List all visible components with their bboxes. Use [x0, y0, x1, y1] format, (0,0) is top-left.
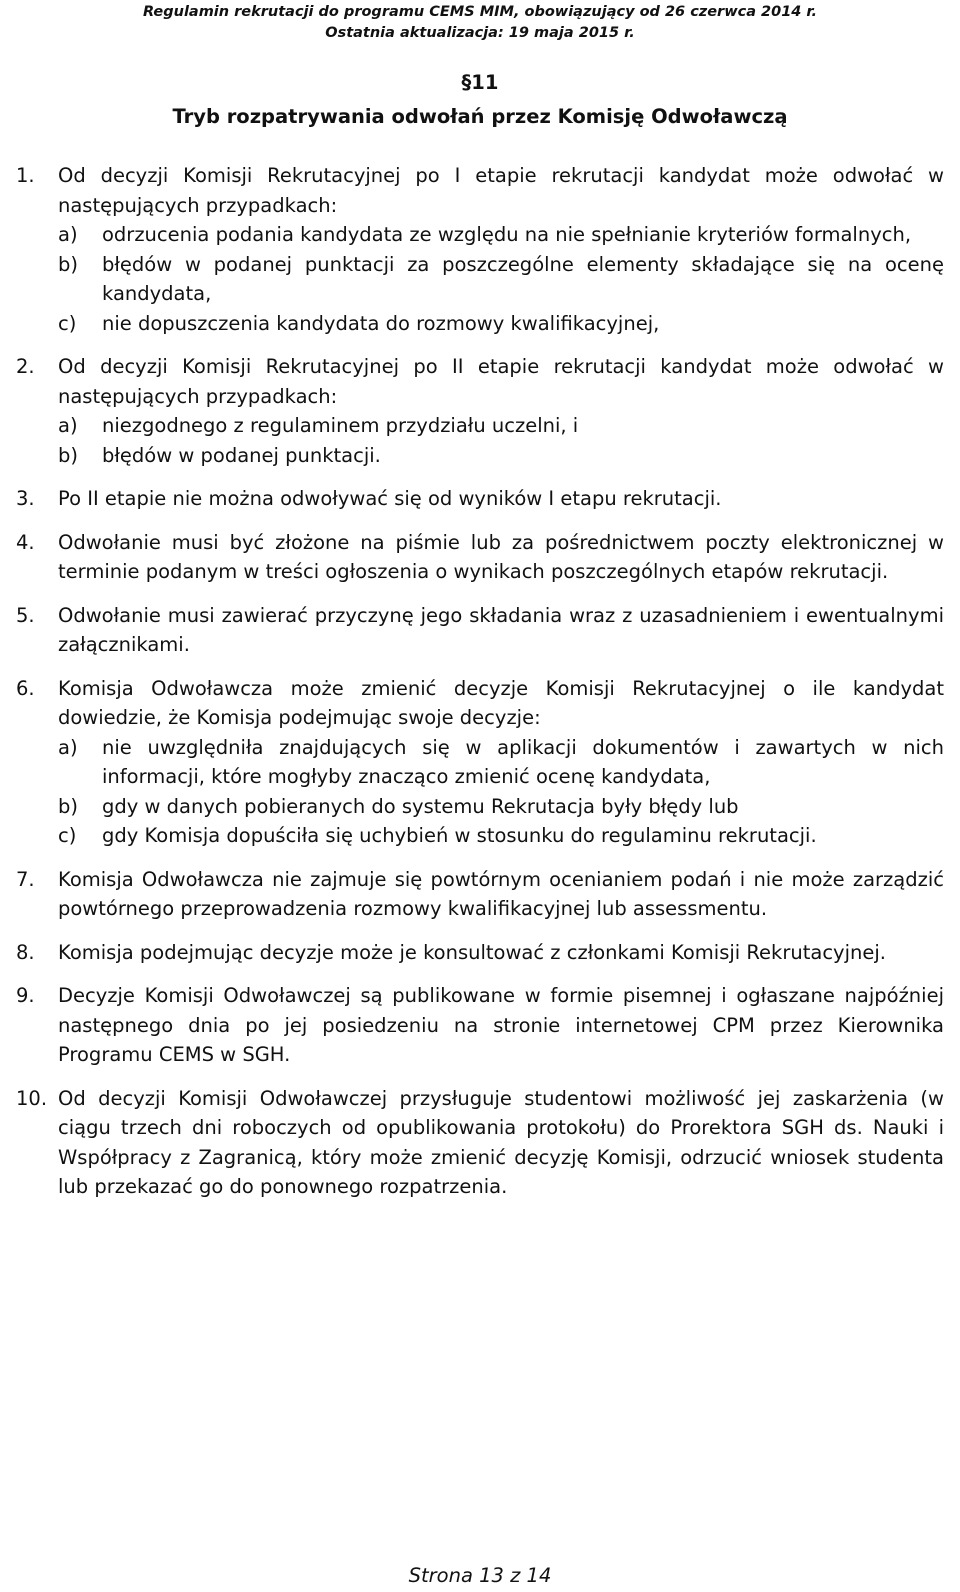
- sub-point-text: gdy Komisja dopuściła się uchybień w stosunku do regulaminu rekrutacji.: [102, 824, 817, 847]
- sub-point: [58, 220, 944, 250]
- paragraph-number: 3.: [16, 487, 35, 510]
- page-header: [0, 2, 960, 44]
- paragraph-number: 7.: [16, 867, 35, 891]
- section-number: §11: [461, 71, 499, 94]
- sub-point: [58, 411, 944, 441]
- paragraph-text: Decyzje Komisji Odwoławczej są publikowane w formie pisemnej i ogłaszane najpóźniej następnego dnia po jej posiedzeniu na stronie internetowej CPM przez Kierownika Programu CEMS w SGH.: [58, 984, 944, 1066]
- sub-point: [58, 733, 944, 792]
- paragraph-item: [16, 528, 944, 587]
- paragraph-number: 9.: [16, 984, 35, 1007]
- sub-point: [58, 250, 944, 309]
- paragraph-content: [58, 674, 944, 851]
- sub-point: [58, 309, 944, 339]
- paragraph-number: 10.: [16, 1086, 48, 1110]
- paragraph-item: [16, 352, 944, 470]
- sub-point-text: odrzucenia podania kandydata ze względu na nie spełnianie kryteriów formalnych,: [102, 223, 912, 246]
- paragraph-number: 8.: [16, 940, 35, 964]
- section-title: Tryb rozpatrywania odwołań przez Komisję Odwoławczą: [172, 105, 788, 128]
- paragraph-text: Odwołanie musi być złożone na piśmie lub za pośrednictwem poczty elektronicznej w terminie podanym w treści ogłoszenia o wynikach poszczególnych etapów rekrutacji.: [58, 530, 944, 583]
- paragraph-content: [58, 352, 944, 470]
- paragraph-text: Odwołanie musi zawierać przyczynę jego składania wraz z uzasadnieniem i ewentualnymi załącznikami.: [58, 603, 944, 656]
- sub-point: [58, 792, 944, 822]
- sub-point-label: a): [58, 223, 78, 246]
- sub-point: [58, 821, 944, 851]
- paragraph-number: 1.: [16, 164, 35, 187]
- sub-point-label: b): [58, 443, 78, 467]
- paragraph-number: 4.: [16, 530, 35, 554]
- paragraph-text: Komisja podejmując decyzje może je konsultować z członkami Komisji Rekrutacyjnej.: [58, 940, 886, 964]
- paragraph-content: [58, 484, 944, 514]
- paragraph-content: [58, 528, 944, 587]
- paragraph-content: [58, 601, 944, 660]
- sub-point-label: c): [58, 824, 77, 847]
- paragraph-content: [58, 161, 944, 338]
- section-body: [16, 161, 944, 1216]
- sub-point-text: błędów w podanej punktacji.: [102, 443, 381, 467]
- paragraph-text: Komisja Odwoławcza nie zajmuje się powtórnym ocenianiem podań i nie może zarządzić powtórnego przeprowadzenia rozmowy kwalifikacyjnej lub assessmentu.: [58, 867, 944, 920]
- paragraph-content: [58, 938, 944, 968]
- paragraph-number: 2.: [16, 355, 35, 378]
- sub-point-label: a): [58, 414, 78, 437]
- paragraph-item: [16, 601, 944, 660]
- paragraph-content: [58, 865, 944, 924]
- paragraph-text: Od decyzji Komisji Rekrutacyjnej po II etapie rekrutacji kandydat może odwołać w następujących przypadkach:: [58, 355, 944, 408]
- sub-point-label: b): [58, 252, 78, 276]
- sub-point-text: gdy w danych pobieranych do systemu Rekrutacja były błędy lub: [102, 794, 739, 818]
- paragraph-item: [16, 161, 944, 338]
- paragraph-text: Po II etapie nie można odwoływać się od wyników I etapu rekrutacji.: [58, 487, 722, 510]
- paragraph-item: [16, 1084, 944, 1202]
- paragraph-item: [16, 674, 944, 851]
- header-update-date: Ostatnia aktualizacja: 19 maja 2015 r.: [325, 25, 635, 41]
- paragraph-text: Komisja Odwoławcza może zmienić decyzje Komisji Rekrutacyjnej o ile kandydat dowiedzie, że Komisja podejmując swoje decyzje:: [58, 676, 944, 729]
- sub-point: [58, 441, 944, 471]
- paragraph-content: [58, 981, 944, 1070]
- paragraph-number: 6.: [16, 676, 35, 700]
- sub-point-label: b): [58, 794, 78, 818]
- paragraph-item: [16, 484, 944, 514]
- paragraph-text: Od decyzji Komisji Rekrutacyjnej po I etapie rekrutacji kandydat może odwołać w następujących przypadkach:: [58, 164, 944, 217]
- sub-point-text: nie uwzględniła znajdujących się w aplikacji dokumentów i zawartych w nich informacji, które mogłyby znacząco zmienić ocenę kandydata,: [102, 735, 944, 788]
- sub-point-label: a): [58, 735, 78, 759]
- sub-point-text: niezgodnego z regulaminem przydziału uczelni, i: [102, 414, 579, 437]
- paragraph-item: [16, 938, 944, 968]
- sub-point-label: c): [58, 311, 77, 335]
- paragraph-number: 5.: [16, 603, 35, 627]
- paragraph-content: [58, 1084, 944, 1202]
- page-number: Strona 13 z 14: [408, 1564, 552, 1587]
- sub-point-text: błędów w podanej punktacji za poszczególne elementy składające się na ocenę kandydata,: [102, 252, 944, 305]
- paragraph-item: [16, 865, 944, 924]
- paragraph-item: [16, 981, 944, 1070]
- header-title: Regulamin rekrutacji do programu CEMS MIM, obowiązujący od 26 czerwca 2014 r.: [142, 4, 818, 20]
- sub-point-text: nie dopuszczenia kandydata do rozmowy kwalifikacyjnej,: [102, 311, 660, 335]
- paragraph-text: Od decyzji Komisji Odwoławczej przysługuje studentowi możliwość jej zaskarżenia (w ciągu trzech dni roboczych od opublikowania protokołu) do Prorektora SGH ds. Nauki i Współpracy z Zagranicą, który może zmienić decyzję Komisji, odrzucić wniosek studenta lub przekazać go do ponownego rozpatrzenia.: [58, 1086, 944, 1198]
